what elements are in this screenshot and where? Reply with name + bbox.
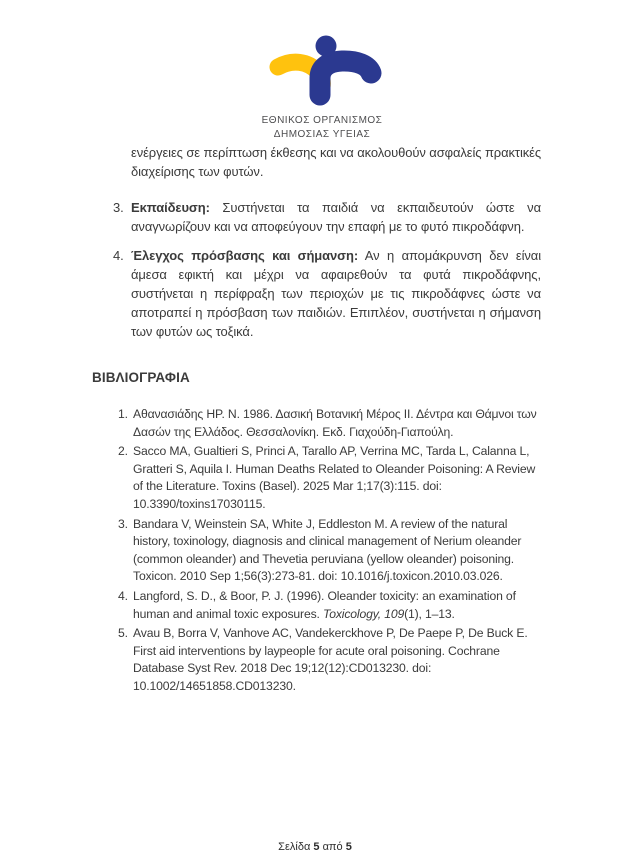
reference-journal-italic: Toxicology, 109 bbox=[323, 606, 405, 621]
list-item-content bbox=[131, 198, 541, 236]
reference-number: 3. bbox=[118, 516, 128, 531]
reference-item bbox=[92, 588, 541, 623]
page-footer bbox=[0, 841, 630, 853]
recommendations-list bbox=[92, 198, 541, 341]
list-item-education bbox=[92, 198, 541, 236]
footer-label: Σελίδα bbox=[278, 841, 311, 853]
org-name bbox=[14, 114, 630, 141]
footer-total-pages: 5 bbox=[345, 841, 352, 853]
footer-of-label: από bbox=[322, 841, 343, 853]
paragraph-continuation: ενέργειες σε περίπτωση έκθεσης και να ακολουθούν ασφαλείς πρακτικές διαχείρισης των φυτών. bbox=[131, 145, 542, 179]
document-body bbox=[92, 143, 541, 698]
bibliography-heading: ΒΙΒΛΙΟΓΡΑΦΙΑ bbox=[92, 370, 190, 385]
reference-text: Avau B, Borra V, Vanhove AC, Vandekerckhove P, De Paepe P, De Buck E. First aid interventions by laypeople for acute oral poisoning. Cochrane Database Syst Rev. 2018 Dec 19;12(12):CD013230. doi: 10.1002/14651858.CD013230. bbox=[133, 626, 528, 693]
logo-head-shape bbox=[316, 36, 337, 57]
list-item-number: 3. bbox=[113, 200, 124, 215]
reference-item bbox=[92, 625, 541, 695]
list-item-number: 4. bbox=[113, 248, 124, 263]
eody-logo-icon bbox=[268, 34, 383, 109]
bibliography-list bbox=[92, 406, 541, 696]
reference-text: Sacco MA, Gualtieri S, Princi A, Tarallo AP, Verrina MC, Tarda L, Calanna L, Gratteri S, Aquila I. Human Deaths Related to Oleander Poisoning: A Review of the Literature. Toxins (Basel). 2025 Mar 1;17(3):115. doi: 10.3390/toxins17030115. bbox=[133, 444, 536, 511]
list-item-access-control bbox=[92, 246, 541, 341]
list-item-content bbox=[131, 246, 541, 341]
list-item-text: Συστήνεται τα παιδιά να εκπαιδευτούν ώστε να αναγνωρίζουν και να αποφεύγουν την επαφή με το φυτό πικροδάφνη. bbox=[131, 200, 542, 234]
reference-text: Αθανασιάδης ΗΡ. Ν. 1986. Δασική Βοτανική Μέρος ΙΙ. Δέντρα και Θάμνοι των Δασών της Ελλάδος. Θεσσαλονίκη. Εκδ. Γιαχούδη-Γιαπούλη. bbox=[133, 407, 537, 439]
org-name-line1: ΕΘΝΙΚΟΣ ΟΡΓΑΝΙΣΜΟΣ bbox=[261, 115, 383, 126]
reference-text-pre: Langford, S. D., & Boor, P. J. (1996). Oleander toxicity: an examination of human and animal toxic exposures. bbox=[133, 588, 516, 621]
org-logo-block bbox=[0, 34, 630, 141]
reference-number: 4. bbox=[118, 588, 128, 603]
list-item-label: Εκπαίδευση: bbox=[131, 200, 210, 215]
reference-text bbox=[133, 588, 541, 623]
reference-number: 1. bbox=[118, 407, 128, 421]
reference-text: Bandara V, Weinstein SA, White J, Eddleston M. A review of the natural history, toxinology, diagnosis and clinical management of Nerium oleander (common oleander) and Thevetia peruviana (yellow oleander) poisoning. Toxicon. 2010 Sep 1;56(3):273-81. doi: 10.1016/j.toxicon.2010.03.026. bbox=[133, 516, 522, 584]
reference-text-post: (1), 1–13. bbox=[404, 606, 455, 621]
reference-item bbox=[92, 406, 541, 441]
footer-current-page: 5 bbox=[313, 841, 320, 853]
reference-item bbox=[92, 516, 541, 586]
reference-number: 5. bbox=[118, 626, 128, 641]
org-name-line2: ΔΗΜΟΣΙΑΣ ΥΓΕΙΑΣ bbox=[273, 128, 371, 140]
reference-item bbox=[92, 443, 541, 513]
list-item-label: Έλεγχος πρόσβασης και σήμανση: bbox=[131, 248, 359, 263]
logo-blue-body-shape bbox=[320, 61, 371, 95]
reference-number: 2. bbox=[118, 444, 128, 459]
list-item-text: Αν η απομάκρυνση δεν είναι άμεσα εφικτή και μέχρι να αφαιρεθούν τα φυτά πικροδάφνης, συστήνεται η περίφραξη των περιοχών με τις πικροδάφνες ώστε να αποτραπεί η πρόσβαση των παιδιών. Επιπλέον, συστήνεται η σήμανση των φυτών ως τοξικά. bbox=[131, 248, 541, 339]
